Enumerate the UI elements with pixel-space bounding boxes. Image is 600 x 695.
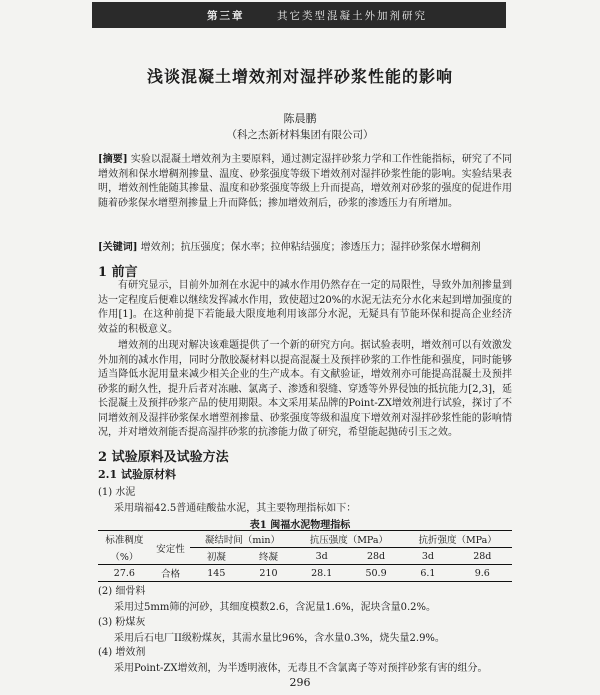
table-cell: 28.1 <box>311 567 333 579</box>
table-cell: 210 <box>259 567 278 579</box>
header-compressive: 抗压强度（MPa） <box>295 531 404 548</box>
keywords <box>98 241 512 256</box>
fine-aggregate-description: 采用过5mm筛的河砂，其细度模数2.6，含泥量1.6%，泥块含量0.2%。 <box>114 602 437 613</box>
table-cell: 合格 <box>161 569 181 580</box>
item-fly-ash: (3) 粉煤灰 <box>98 617 146 628</box>
item-fine-aggregate: (2) 细骨料 <box>98 586 146 597</box>
header-flexural: 抗折强度（MPa） <box>403 531 512 548</box>
chapter-title: 其它类型混凝土外加剂研究 <box>277 10 427 22</box>
section-2-heading: 2 试验原料及试验方法 <box>98 450 229 465</box>
author: 陈晨鹏 <box>283 112 317 125</box>
section-1-heading: 1 前言 <box>98 265 138 280</box>
synergist-description: 采用Point-ZX增效剂，为半透明液体，无毒且不含氯离子等对预拌砂浆有害的组分。 <box>114 663 488 674</box>
keywords-tag: [关键词] <box>98 242 138 253</box>
abstract <box>98 153 512 211</box>
abstract-text: 实验以混凝土增效剂为主要原料，通过测定湿拌砂浆力学和工作性能指标，研究了不同增效剂和保水增稠剂掺量、温度、砂浆强度等级下增效剂对湿拌砂浆性能的影响。实验结果表明，增效剂性能随其掺量、温度和砂浆强度等级上升而提高，增效剂对砂浆的强度的促进作用随着砂浆保水增塑剂掺量上升而降低；掺加增效剂后，砂浆的渗透压力有所增加。 <box>98 154 512 209</box>
item-cement: (1) 水泥 <box>98 487 136 498</box>
header-soundness: 安定性 <box>156 543 185 555</box>
page-number: 296 <box>289 676 311 689</box>
affiliation: （科之杰新材料集团有限公司） <box>226 129 374 141</box>
fly-ash-description: 采用后石电厂II级粉煤灰，其需水量比96%，含水量0.3%，烧失量2.9%。 <box>114 633 445 644</box>
table-cell: 27.6 <box>113 567 135 579</box>
table-header-row <box>98 531 512 548</box>
chapter-label: 第三章 <box>207 10 245 22</box>
table-cell: 9.6 <box>474 567 490 579</box>
table-cell: 50.9 <box>365 567 387 579</box>
header-flexural-3d: 3d <box>421 550 434 562</box>
intro-paragraph-2: 增效剂的出现对解决该难题提供了一个新的研究方向。据试验表明，增效剂可以有效激发外加剂的减水作用，同时分散胶凝材料以提高混凝土及预拌砂浆的工作性能和强度，同时能够适当降低水泥用量来减少相关企业的生产成本。有文献验证，增效剂亦可能提高混凝土及预拌砂浆的耐久性，提升后者对冻融、氯离子、渗透和裂缝、穿透等外界侵蚀的抵抗能力[2,3]，延长混凝土及预拌砂浆产品的使用期限。本文采用某品牌的Point-ZX增效剂进行试验，探讨了不同增效剂及湿拌砂浆保水增塑剂掺量、砂浆强度等级和温度下增效剂对湿拌砂浆性能的影响情况，并对增效剂能否提高湿拌砂浆的抗渗能力做了研究，希望能起抛砖引玉之效。 <box>98 340 512 438</box>
header-compressive-28d: 28d <box>366 550 386 562</box>
header-initial-set: 初凝 <box>206 552 226 563</box>
cement-properties-table <box>98 530 512 582</box>
header-consistency-unit: （%） <box>110 551 139 563</box>
running-header <box>92 2 506 28</box>
paper-title: 浅谈混凝土增效剂对湿拌砂浆性能的影响 <box>146 67 453 86</box>
table-caption: 表1 闽福水泥物理指标 <box>249 520 351 531</box>
table-cell: 6.1 <box>420 567 436 579</box>
header-final-set: 终凝 <box>258 552 278 563</box>
abstract-tag: [摘要] <box>98 154 128 165</box>
intro-paragraph-1: 有研究显示，目前外加剂在水泥中的减水作用仍然存在一定的局限性，导致外加剂掺量到达一定程度后便难以继续发挥减水作用，致使超过20%的水泥无法充分水化来起到增加强度的作用[1]。在这种前提下若能最大限度地利用该部分水泥，无疑具有节能环保和提高企业经济效益的积极意义。 <box>98 280 512 335</box>
keywords-text: 增效剂；抗压强度；保水率；拉伸粘结强度；渗透压力；湿拌砂浆保水增稠剂 <box>140 242 481 253</box>
item-synergist: (4) 增效剂 <box>98 647 146 658</box>
header-compressive-3d: 3d <box>315 550 328 562</box>
header-setting-time: 凝结时间（min） <box>190 531 294 548</box>
table-cell: 145 <box>207 567 226 579</box>
header-flexural-28d: 28d <box>473 550 492 562</box>
header-consistency: 标准稠度 <box>105 535 144 547</box>
table-row <box>98 565 512 582</box>
cement-description: 采用瑞福42.5普通硅酸盐水泥，其主要物理指标如下： <box>114 503 357 514</box>
subsection-2-1-heading: 2.1 试验原材料 <box>98 468 176 481</box>
